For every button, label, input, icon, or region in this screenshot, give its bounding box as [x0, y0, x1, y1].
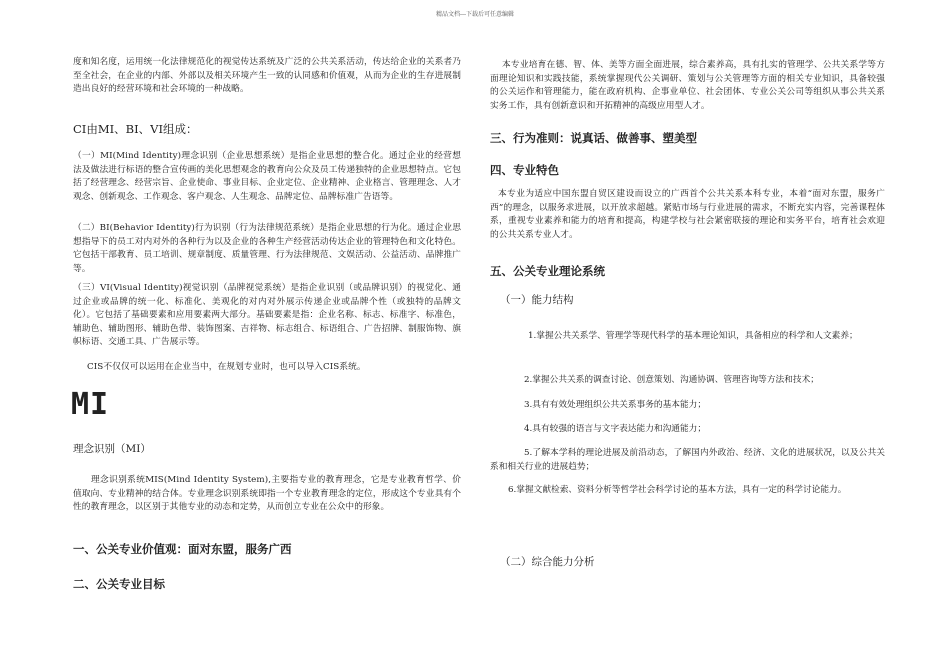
section-1-heading: 一、公关专业价值观：面对东盟，服务广西: [73, 542, 292, 556]
comprehensive-ability-heading: （二）综合能力分析: [500, 556, 595, 568]
section-4-heading: 四、专业特色: [490, 163, 559, 177]
vi-description: （三）VI(Visual Identity)视觉识别（品牌视觉系统）是指企业识别（或品牌识别）的视觉化、通过企业或品牌的统一化、标准化、美观化的对内对外展示传递企业或品牌个性（或独特的品牌文化）。它包括了基础要素和应用要素两大部分。基础要素是指：企业名称、标志、标准字、标准色，辅助色、辅助图形、辅助色带、装饰图案、吉祥物、标志组合、标语组合、广告招牌、制服饰物、旗帜标语、交通工具、广告展示等。: [73, 283, 461, 348]
ci-heading: CI由MI、BI、VI组成：: [73, 122, 198, 136]
list-item: 4.具有较强的语言与文字表达能力和沟通能力；: [524, 424, 707, 434]
ability-structure-heading: （一）能力结构: [500, 294, 574, 306]
list-item: 1.掌握公共关系学、管理学等现代科学的基本理论知识，具备相应的科学和人文素养；: [528, 331, 858, 341]
section-3-heading: 三、行为准则：说真话、做善事、塑美型: [490, 131, 697, 145]
mi-system-paragraph: 理念识别系统MIS(Mind Identity System),主要指专业的教育理念，它是专业教育哲学、价值取向、专业精神的结合体。专业理念识别系统即指一个专业教育理念的定位，形成这个专业具有个性的教育理念，以区别于其他专业的动态和定势，从而创立专业在公众中的形象。: [73, 475, 461, 513]
list-item: 3.具有有效处理组织公共关系事务的基本能力；: [524, 400, 707, 410]
section-5-heading: 五、公关专业理论系统: [490, 264, 605, 278]
list-item: 2.掌握公共关系的调查讨论、创意策划、沟通协调、管理咨询等方法和技术；: [524, 375, 819, 385]
mi-big-heading: MI: [71, 387, 110, 422]
bi-description: （二）BI(Behavior Identity)行为识别（行为法律规范系统）是指企业思想的行为化。通过企业思想指导下的员工对内对外的各种行为以及企业的各种生产经营活动传达企业的管理特色和文化特色。它包括干部教育、员工培训、规章制度、质量管理、行为法律规范、文娱活动、公益活动、品牌推广等。: [73, 223, 461, 274]
list-item: 6.掌握文献检索、资料分析等哲学社会科学讨论的基本方法，具有一定的科学讨论能力。: [508, 485, 847, 495]
feature-paragraph: 本专业为适应中国东盟自贸区建设而设立的广西首个公共关系本科专业，本着“面对东盟，服务广西”的理念，以服务求进展，以开放求超越。紧贴市场与行业进展的需求，不断充实内容，完善课程体系，重视专业素养和能力的培育和提高，构建学校与社会紧密联接的理论和实务平台，培育社会欢迎的公共关系专业人才。: [490, 189, 885, 240]
section-2-heading: 二、公关专业目标: [73, 577, 165, 591]
goal-paragraph: 本专业培育在德、智、体、美等方面全面进展，综合素养高，具有扎实的管理学、公共关系学等方面理论知识和实践技能，系统掌握现代公关调研、策划与公关管理等方面的相关专业知识，具备较强的公关运作和管理能力，能在政府机构、企事业单位、社会团体、专业公关公司等组织从事公共关系实务工作，具有创新意识和开拓精神的高级应用型人才。: [490, 60, 885, 111]
list-item: 5.了解本学科的理论进展及前沿动态，了解国内外政治、经济、文化的进展状况，以及公共关系和相关行业的进展趋势；: [490, 448, 885, 472]
mi-description: （一）MI(Mind Identity)理念识别（企业思想系统）是指企业思想的整合化。通过企业的经营想法及做法进行标语的整合宣传画的美化思想观念的教育向公众及员工传递独特的企业思想特点。它包括了经营理念、经营宗旨、企业使命、事业目标、企业定位、企业精神、企业格言、管理理念、人才观念、创新观念、工作观念、客户观念、人生观念、品牌定位、品牌标准广告语等。: [73, 151, 461, 202]
cis-note: CIS不仅仅可以运用在企业当中，在规划专业时，也可以导入CIS系统。: [87, 362, 366, 372]
intro-paragraph: 度和知名度，运用统一化法律规范化的视觉传达系统及广泛的公共关系活动，传达给企业的关系者乃至全社会，在企业的内部、外部以及相关环境产生一致的认同感和价值观，从而为企业的生存进展制造出良好的经营环境和社会环境的一种战略。: [73, 57, 461, 95]
page-header: 精品文档---下载后可任意编辑: [435, 11, 515, 18]
mi-section-heading: 理念识别（MI）: [73, 443, 151, 455]
